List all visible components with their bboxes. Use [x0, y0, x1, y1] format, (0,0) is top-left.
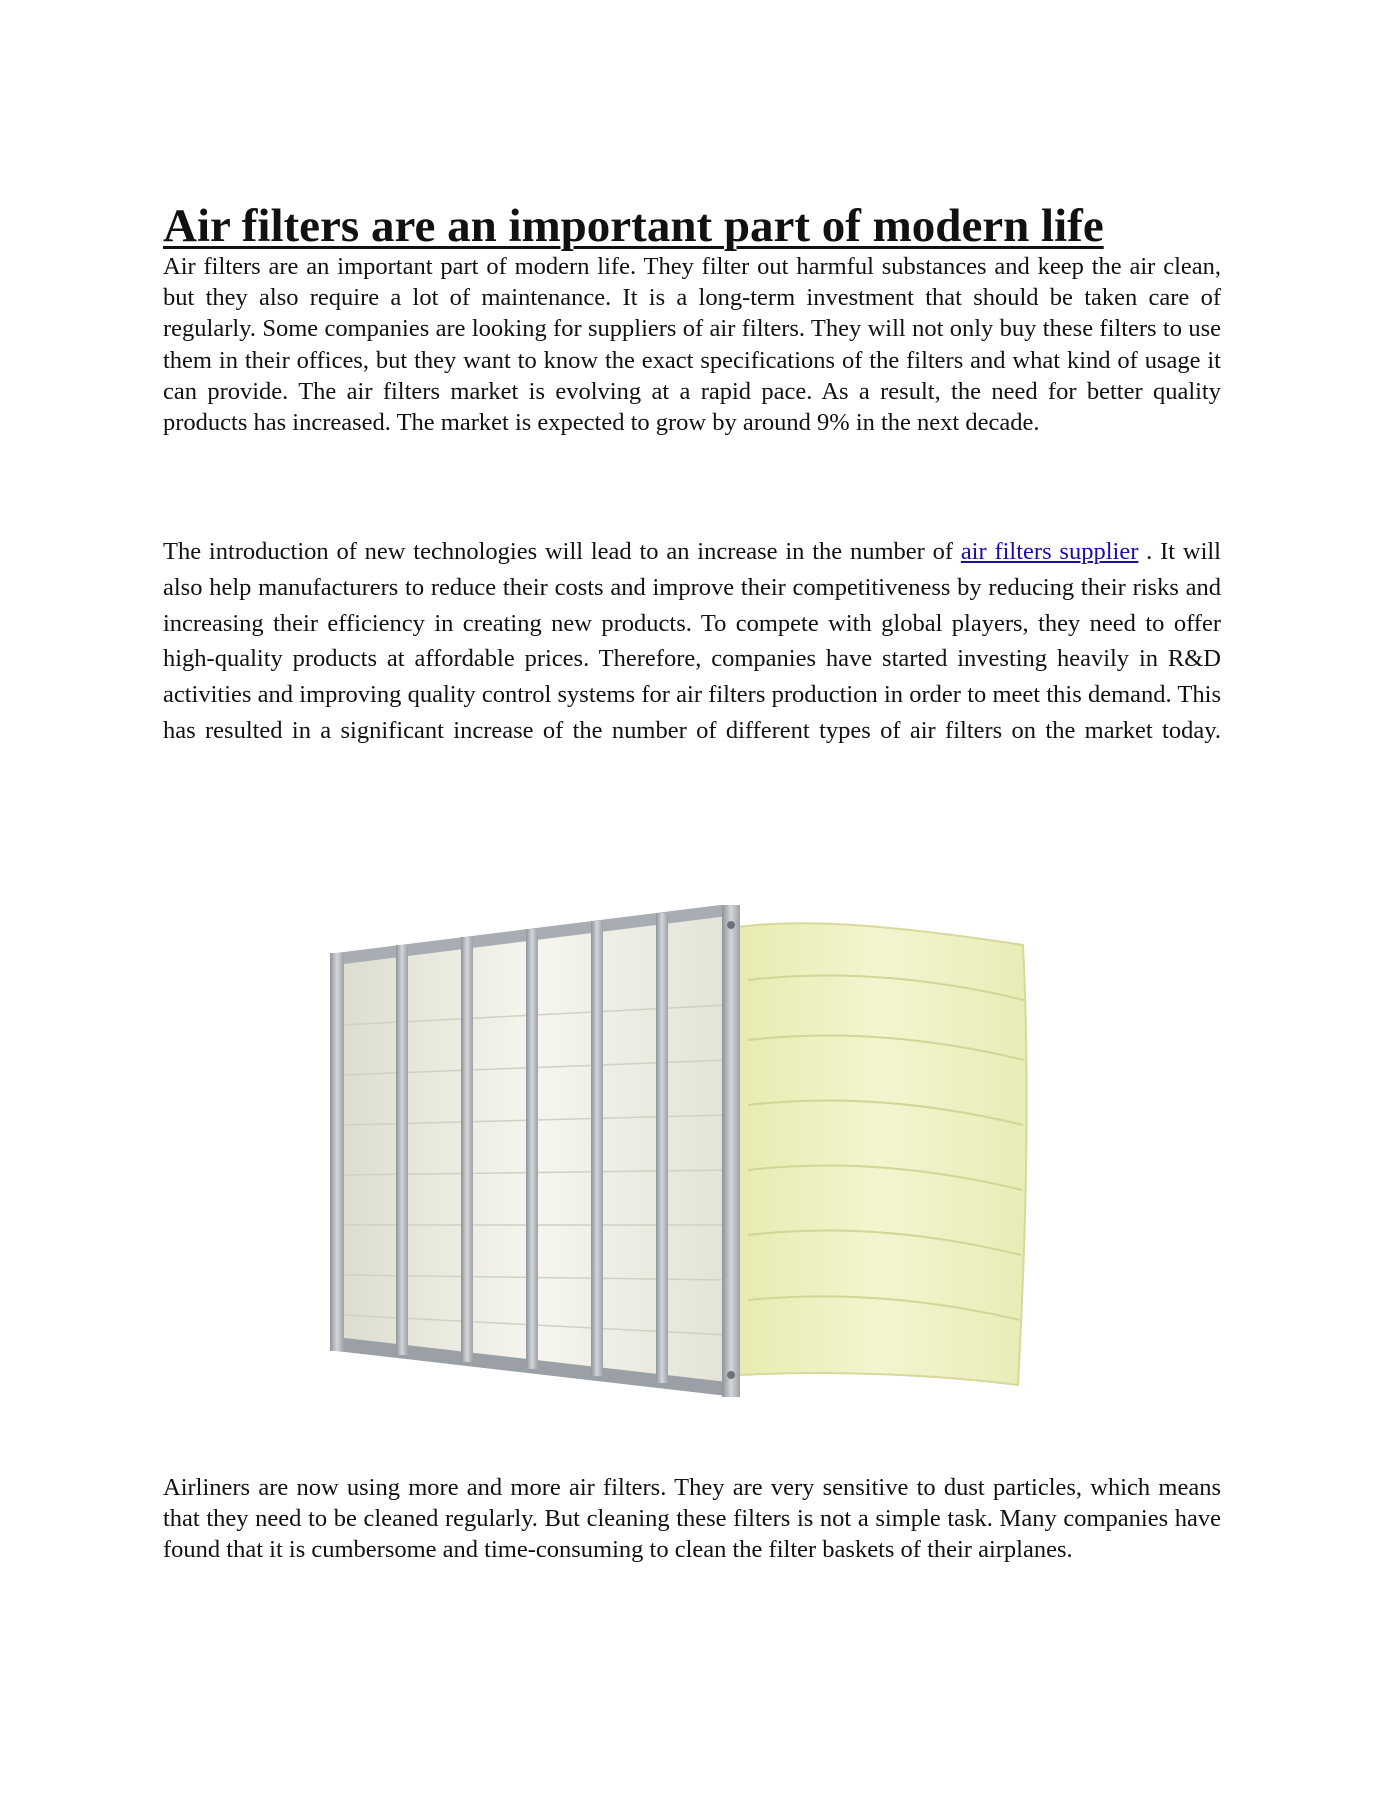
paragraph-airliners: Airliners are now using more and more air filters. They are very sensitive to dust particles, which means that they need to be cleaned regularly. But cleaning these filters is not a simple task. Many companies have found that it is cumbersome and time-consuming to clean the filter baskets of their airplanes.	[163, 1474, 1221, 1564]
bag-filter-image	[318, 905, 1038, 1415]
air-filters-supplier-link[interactable]: air filters supplier	[960, 538, 1139, 565]
paragraph-technologies	[163, 534, 1221, 749]
filter-bag-side	[738, 923, 1027, 1385]
paragraph-technologies-rest: . It will also help manufacturers to reduce their costs and improve their competitiveness by reducing their risks and increasing their efficiency in creating new products. To compete with global players, they need to offer high-quality products at affordable prices. Therefore, companies have started investing heavily in R&D activities and improving quality control systems for air filters production in order to meet this demand. This has resulted in a significant increase of the number of different types of air filters on the market today.	[163, 538, 1221, 744]
paragraph-technologies-lead: The introduction of new technologies will lead to an increase in the number of	[163, 538, 961, 565]
paragraph-intro: Air filters are an important part of modern life. They filter out harmful substances and keep the air clean, but they also require a lot of maintenance. It is a long-term investment that should be taken care of regularly. Some companies are looking for suppliers of air filters. They will not only buy these filters to use them in their offices, but they want to know the exact specifications of the filters and what kind of usage it can provide. The air filters market is evolving at a rapid pace. As a result, the need for better quality products has increased. The market is expected to grow by around 9% in the next decade.	[163, 253, 1221, 437]
page-title: Air filters are an important part of modern life	[163, 200, 1104, 252]
